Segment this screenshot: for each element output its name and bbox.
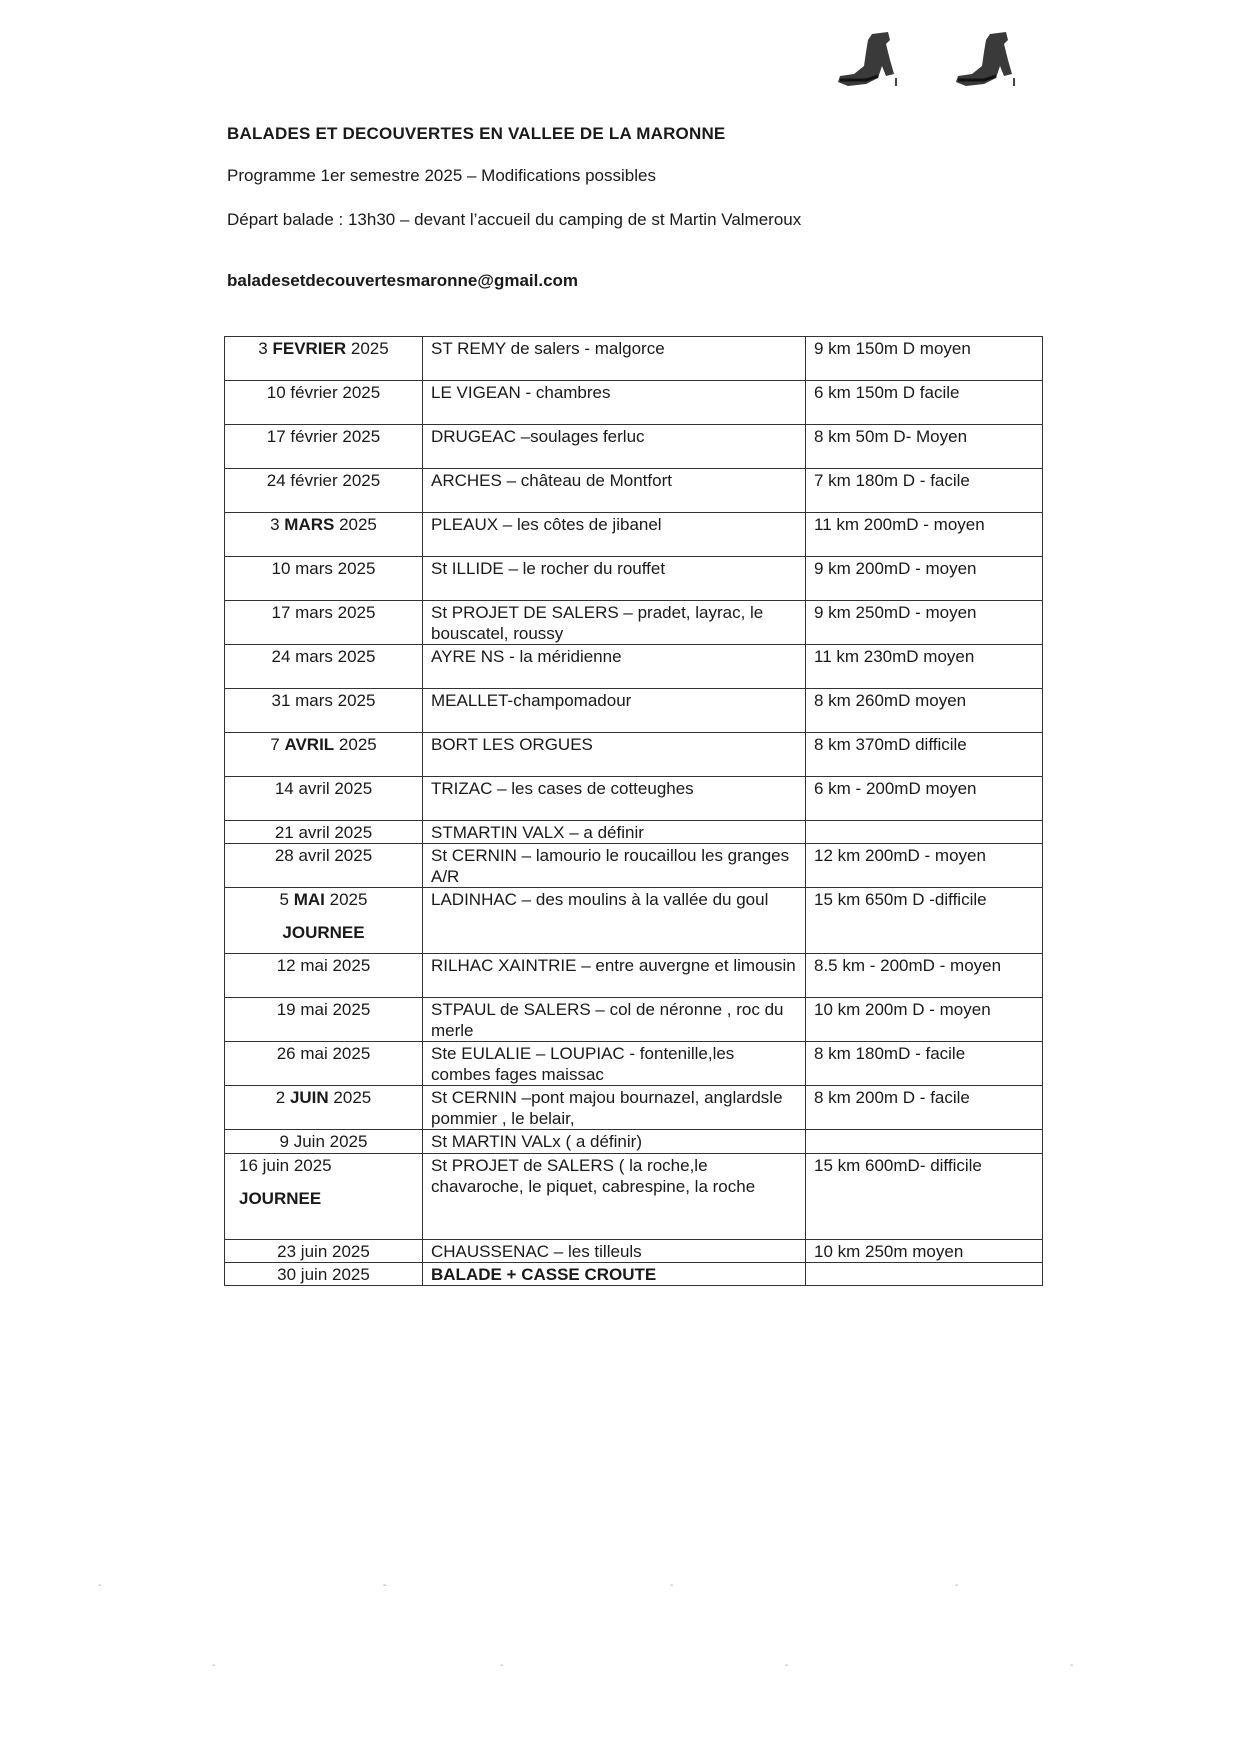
info-cell: 8 km 200m D - facile <box>806 1086 1043 1130</box>
table-row <box>225 844 1043 888</box>
table-row <box>225 998 1043 1042</box>
scan-artifact: - <box>98 1580 102 1591</box>
info-cell: 7 km 180m D - facile <box>806 469 1043 513</box>
place-cell: RILHAC XAINTRIE – entre auvergne et limousin <box>423 954 806 998</box>
info-cell: 10 km 200m D - moyen <box>806 998 1043 1042</box>
date-cell: 19 mai 2025 <box>225 998 423 1042</box>
date-cell: 9 Juin 2025 <box>225 1130 423 1154</box>
date-cell: 14 avril 2025 <box>225 777 423 821</box>
date-cell: 24 février 2025 <box>225 469 423 513</box>
place-cell: Ste EULALIE – LOUPIAC - fontenille,les combes fages maissac <box>423 1042 806 1086</box>
table-row <box>225 777 1043 821</box>
walks-schedule-table <box>224 336 1043 1286</box>
scan-artifact: - <box>1070 1660 1074 1671</box>
scan-artifact: - <box>785 1660 789 1671</box>
info-cell: 9 km 250mD - moyen <box>806 601 1043 645</box>
scan-artifact: - <box>500 1660 504 1671</box>
info-cell: 9 km 150m D moyen <box>806 337 1043 381</box>
scan-artifact: - <box>212 1660 216 1671</box>
info-cell: 12 km 200mD - moyen <box>806 844 1043 888</box>
info-cell: 8 km 260mD moyen <box>806 689 1043 733</box>
date-cell: 31 mars 2025 <box>225 689 423 733</box>
info-cell: 9 km 200mD - moyen <box>806 557 1043 601</box>
place-cell: ARCHES – château de Montfort <box>423 469 806 513</box>
place-cell: AYRE NS - la méridienne <box>423 645 806 689</box>
place-cell: STPAUL de SALERS – col de néronne , roc du merle <box>423 998 806 1042</box>
day-long-label: JOURNEE <box>239 1189 322 1208</box>
document-title: BALADES ET DECOUVERTES EN VALLEE DE LA MARONNE <box>227 124 726 143</box>
contact-email: baladesetdecouvertesmaronne@gmail.com <box>227 271 579 290</box>
info-cell <box>806 1263 1043 1286</box>
programme-line: Programme 1er semestre 2025 – Modifications possibles <box>227 166 656 185</box>
date-cell: 28 avril 2025 <box>225 844 423 888</box>
date-cell: 3 MARS 2025 <box>225 513 423 557</box>
info-cell: 11 km 230mD moyen <box>806 645 1043 689</box>
hiking-boot-icon <box>832 30 902 90</box>
info-cell <box>806 821 1043 844</box>
date-cell: 26 mai 2025 <box>225 1042 423 1086</box>
table-row <box>225 513 1043 557</box>
table-row <box>225 469 1043 513</box>
place-cell: TRIZAC – les cases de cotteughes <box>423 777 806 821</box>
place-cell: St ILLIDE – le rocher du rouffet <box>423 557 806 601</box>
date-cell: 16 juin 2025 JOURNEE <box>225 1154 423 1240</box>
date-cell: 12 mai 2025 <box>225 954 423 998</box>
date-cell: 17 mars 2025 <box>225 601 423 645</box>
date-cell: 10 mars 2025 <box>225 557 423 601</box>
table-row <box>225 888 1043 954</box>
hiking-boots-logo <box>832 30 1022 90</box>
date-cell: 23 juin 2025 <box>225 1240 423 1263</box>
table-row <box>225 954 1043 998</box>
table-row <box>225 1240 1043 1263</box>
place-cell: BALADE + CASSE CROUTE <box>423 1263 806 1286</box>
place-cell: PLEAUX – les côtes de jibanel <box>423 513 806 557</box>
table-row <box>225 821 1043 844</box>
scan-artifact: - <box>383 1580 387 1591</box>
table-row <box>225 1154 1043 1240</box>
place-cell: St PROJET de SALERS ( la roche,le chavaroche, le piquet, cabrespine, la roche <box>423 1154 806 1240</box>
info-cell: 8 km 50m D- Moyen <box>806 425 1043 469</box>
table-row <box>225 1263 1043 1286</box>
date-cell: 7 AVRIL 2025 <box>225 733 423 777</box>
place-cell: LE VIGEAN - chambres <box>423 381 806 425</box>
place-cell: St PROJET DE SALERS – pradet, layrac, le bouscatel, roussy <box>423 601 806 645</box>
date-cell: 10 février 2025 <box>225 381 423 425</box>
info-cell: 8.5 km - 200mD - moyen <box>806 954 1043 998</box>
place-cell: LADINHAC – des moulins à la vallée du goul <box>423 888 806 954</box>
info-cell: 6 km - 200mD moyen <box>806 777 1043 821</box>
document-header <box>227 124 1047 290</box>
hiking-boot-icon <box>950 30 1020 90</box>
place-cell: St MARTIN VALx ( a définir) <box>423 1130 806 1154</box>
table-row <box>225 601 1043 645</box>
date-cell: 21 avril 2025 <box>225 821 423 844</box>
date-cell: 5 MAI 2025 JOURNEE <box>225 888 423 954</box>
table-row <box>225 689 1043 733</box>
table-row <box>225 645 1043 689</box>
info-cell: 8 km 370mD difficile <box>806 733 1043 777</box>
date-cell: 24 mars 2025 <box>225 645 423 689</box>
place-cell: STMARTIN VALX – a définir <box>423 821 806 844</box>
place-cell: St CERNIN –pont majou bournazel, anglardsle pommier , le belair, <box>423 1086 806 1130</box>
date-cell: 2 JUIN 2025 <box>225 1086 423 1130</box>
place-cell: DRUGEAC –soulages ferluc <box>423 425 806 469</box>
table-row <box>225 1086 1043 1130</box>
place-cell: MEALLET-champomadour <box>423 689 806 733</box>
table-row <box>225 1042 1043 1086</box>
info-cell: 11 km 200mD - moyen <box>806 513 1043 557</box>
info-cell: 10 km 250m moyen <box>806 1240 1043 1263</box>
table-row <box>225 1130 1043 1154</box>
scan-artifact: - <box>670 1580 674 1591</box>
departure-line: Départ balade : 13h30 – devant l’accueil du camping de st Martin Valmeroux <box>227 210 802 229</box>
info-cell: 6 km 150m D facile <box>806 381 1043 425</box>
info-cell: 15 km 600mD- difficile <box>806 1154 1043 1240</box>
day-long-label: JOURNEE <box>282 923 365 942</box>
place-cell: St CERNIN – lamourio le roucaillou les granges A/R <box>423 844 806 888</box>
place-cell: CHAUSSENAC – les tilleuls <box>423 1240 806 1263</box>
info-cell: 8 km 180mD - facile <box>806 1042 1043 1086</box>
table-row <box>225 557 1043 601</box>
table-row <box>225 381 1043 425</box>
date-cell: 17 février 2025 <box>225 425 423 469</box>
scan-artifact: - <box>955 1580 959 1591</box>
table-row <box>225 425 1043 469</box>
info-cell <box>806 1130 1043 1154</box>
place-cell: ST REMY de salers - malgorce <box>423 337 806 381</box>
date-cell: 3 FEVRIER 2025 <box>225 337 423 381</box>
table-row <box>225 733 1043 777</box>
place-cell: BORT LES ORGUES <box>423 733 806 777</box>
table-row <box>225 337 1043 381</box>
info-cell: 15 km 650m D -difficile <box>806 888 1043 954</box>
date-cell: 30 juin 2025 <box>225 1263 423 1286</box>
